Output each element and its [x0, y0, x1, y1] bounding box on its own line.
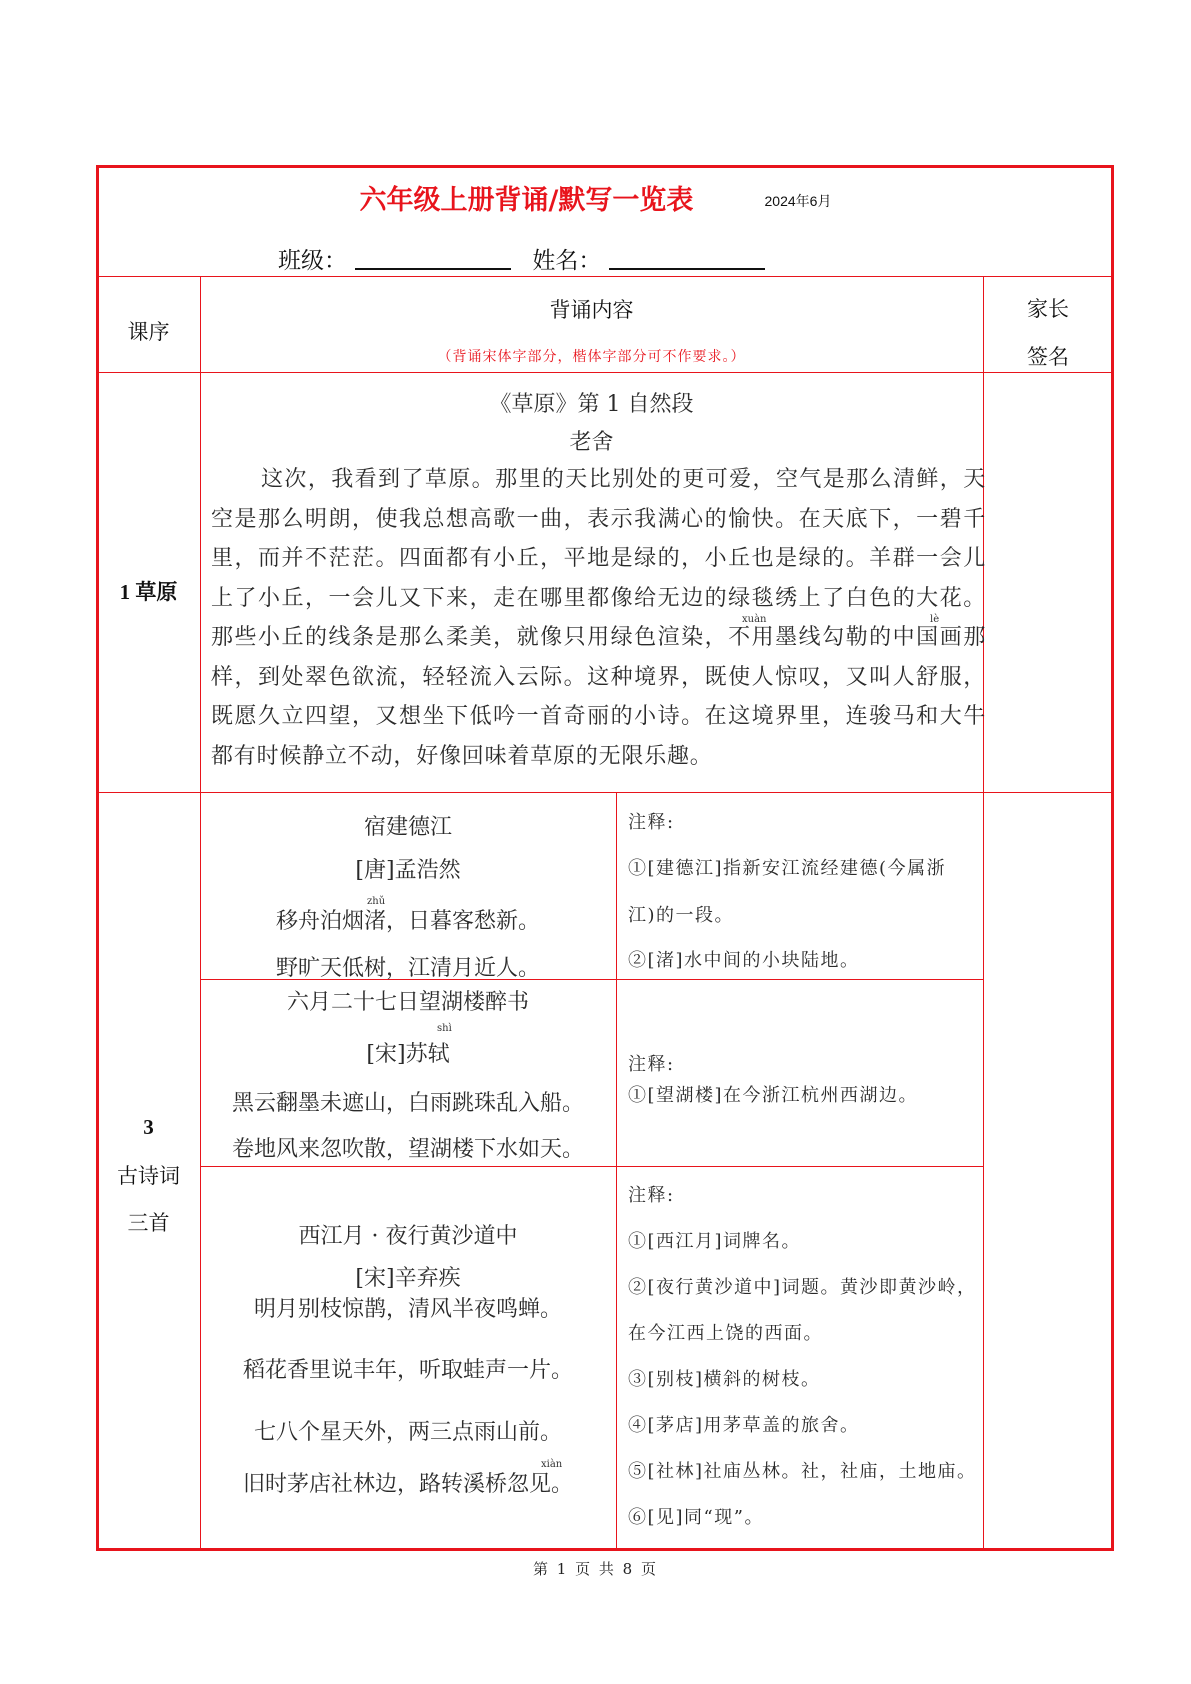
poem-title: 西江月 · 夜行黄沙道中: [298, 1224, 518, 1249]
divider: [200, 1166, 984, 1167]
notes-label: 注释:: [628, 1054, 675, 1075]
poem-line: 稻花香里说丰年，听取蛙声一片。: [242, 1358, 573, 1383]
poem-author: [唐]孟浩然: [355, 858, 461, 883]
notes-label: 注释:: [628, 812, 675, 833]
poem-title: 六月二十七日望湖楼醉书: [286, 990, 529, 1015]
student-info-line: [278, 242, 779, 275]
poem-line: 七八个星天外，两三点雨山前。: [253, 1420, 562, 1445]
passage-paragraph: 这次，我看到了草原。那里的天比别处的更可爱，空气是那么清鲜，天空是那么明朗，使我总想高歌一曲，表示我满心的愉快。在天底下，一碧千里，而并不茫茫。四面都有小丘，平地是绿的，小丘也是绿的。羊群一会儿上了小丘，一会儿又下来，走在哪里都像给无边的绿毯绣上了白色的大花。那些小丘的线条是那么柔美，就像只用绿色渲染，不用墨线勾勒的中国画那样，到处翠色欲流，轻轻流入云际。这种境界，既使人惊叹，又叫人舒服，既愿久立四望，又想坐下低吟一首奇丽的小诗。在这境界里，连骏马和大牛都有时候静立不动，好像回味着草原的无限乐趣。: [211, 467, 986, 769]
poem-line: 移舟泊烟渚，日暮客愁新。: [275, 909, 540, 934]
poem-line: 明月别枝惊鹊，清风半夜鸣蝉。: [253, 1297, 562, 1322]
lesson-name-line1: 古诗词: [117, 1164, 180, 1188]
lesson-column-header: 课序: [127, 320, 170, 344]
name-label: 姓名：: [532, 248, 602, 274]
parent-signature-cell[interactable]: [984, 373, 1112, 792]
document-title: 六年级上册背诵/默写一览表: [359, 185, 694, 216]
poem-line: 野旷天低树，江清月近人。: [275, 956, 540, 981]
passage-author: 老舍: [569, 430, 614, 455]
page-number: 第 1 页 共 8 页: [533, 1560, 658, 1578]
class-label: 班级：: [278, 248, 347, 274]
poem-line: 卷地风来忽吹散，望湖楼下水如天。: [231, 1137, 584, 1162]
poem-line: 旧时茅店社林边，路转溪桥忽见。: [242, 1472, 573, 1497]
lesson-label: 1 草原: [119, 580, 178, 604]
pinyin-annotation: shì: [437, 1023, 452, 1034]
poem-line: 黑云翻墨未遮山，白雨跳珠乱入船。: [231, 1091, 584, 1116]
note-item: 在今江西上饶的西面。: [628, 1323, 823, 1344]
pinyin-annotation: xuàn: [742, 614, 767, 625]
lesson-number: 3: [143, 1115, 154, 1139]
lesson-name-line2: 三首: [127, 1211, 170, 1235]
document-header: [0, 178, 1191, 217]
pinyin-annotation: lè: [930, 614, 940, 625]
divider: [97, 792, 1113, 793]
poem-author: [宋]辛弃疾: [355, 1266, 461, 1291]
notes-label: 注释:: [628, 1185, 675, 1206]
note-item: ①[建德江]指新安江流经建德(今属浙: [628, 858, 947, 879]
note-item: ②[夜行黄沙道中]词题。黄沙即黄沙岭，: [628, 1277, 977, 1298]
document-date: 2024年6月: [764, 193, 832, 209]
divider: [97, 372, 1113, 373]
divider: [616, 793, 617, 1549]
content-hint: （背诵宋体字部分，楷体字部分可不作要求。）: [437, 349, 746, 365]
note-item: ①[望湖楼]在今浙江杭州西湖边。: [628, 1085, 919, 1106]
note-item: ②[渚]水中间的小块陆地。: [628, 950, 860, 971]
passage-title: 《草原》第 1 自然段: [489, 392, 694, 417]
note-item: ④[茅店]用茅草盖的旅舍。: [628, 1415, 860, 1436]
parent-signature-cell[interactable]: [984, 793, 1112, 1549]
note-item: 江)的一段。: [628, 905, 735, 926]
poem-title: 宿建德江: [363, 815, 452, 840]
name-field[interactable]: [609, 248, 765, 270]
sign-column-header-line2: 签名: [1027, 345, 1069, 369]
pinyin-annotation: xiàn: [541, 1459, 563, 1470]
divider: [97, 276, 1113, 277]
note-item: ⑥[见]同“现”。: [628, 1507, 764, 1528]
class-field[interactable]: [355, 248, 511, 270]
sign-column-header-line1: 家长: [1027, 297, 1069, 321]
poem-author: [宋]苏轼: [366, 1042, 450, 1067]
note-item: ①[西江月]词牌名。: [628, 1231, 802, 1252]
note-item: ⑤[社林]社庙丛林。社，社庙，土地庙。: [628, 1461, 977, 1482]
pinyin-annotation: zhǔ: [367, 896, 386, 907]
content-column-header: 背诵内容: [549, 298, 634, 322]
note-item: ③[别枝]横斜的树枝。: [628, 1369, 821, 1390]
